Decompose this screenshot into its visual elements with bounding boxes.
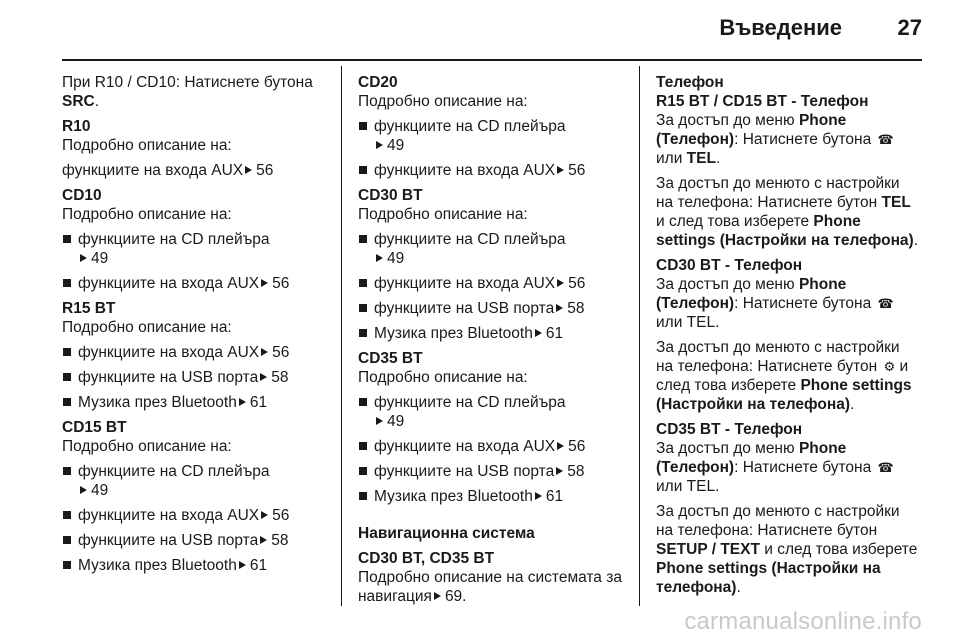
list-item: Музика през Bluetooth 61 (62, 393, 337, 412)
section-desc: Подробно описание на: (62, 206, 232, 223)
section-subtitle: CD30 BT, CD35 BT (358, 550, 495, 567)
list-item: функциите на CD плейъра 49 (358, 393, 633, 431)
bullet-icon (63, 398, 71, 406)
header-divider (62, 59, 922, 61)
section-cd30bt (358, 186, 633, 343)
section-cd10 (62, 186, 337, 293)
paragraph: За достъп до менюто с настройки на телефона: Натиснете бутон SETUP / TEXT и след това изберете Phone settings (Настройки на телефона). (656, 503, 918, 596)
intro-paragraph: При R10 / CD10: Натиснете бутона SRC. (62, 74, 313, 110)
page-ref-icon (556, 467, 563, 475)
paragraph: За достъп до менюто с настройки на телефона: Натиснете бутон ⚙ и след това изберете Phone settings (Настройки на телефона). (656, 339, 912, 413)
list-item: функциите на входа AUX 56 (358, 274, 633, 293)
page-ref-link[interactable]: 56 (568, 275, 586, 292)
section-line: функциите на входа AUX 56 (62, 162, 274, 179)
section-phone-cd35 (656, 420, 921, 597)
page-ref-icon (376, 254, 383, 262)
watermark: carmanualsonline.info (684, 608, 922, 635)
page-ref-link[interactable]: 56 (272, 344, 290, 361)
page-ref-link[interactable]: 61 (249, 394, 268, 411)
page-ref-icon (80, 254, 87, 262)
feature-list (358, 230, 633, 343)
section-title: Телефон (656, 74, 724, 91)
page-title: Въведение (719, 15, 842, 40)
subsection-title: CD35 BT - Телефон (656, 421, 803, 438)
section-r10 (62, 117, 337, 180)
list-item: функциите на входа AUX 56 (62, 274, 337, 293)
page-ref-link[interactable]: 61 (545, 488, 564, 505)
paragraph: За достъп до меню Phone (Телефон): Натиснете бутона ☎ или TEL. (656, 440, 894, 495)
section-desc: Подробно описание на системата за навигация 69. (358, 569, 622, 605)
section-navigation (358, 524, 633, 606)
page-ref-link[interactable]: 58 (271, 369, 289, 386)
page-header (62, 0, 922, 62)
bullet-icon (359, 122, 367, 130)
page-ref-link[interactable]: 58 (271, 532, 289, 549)
page-ref-icon (376, 417, 383, 425)
page-number: 27 (897, 15, 922, 40)
section-cd35bt (358, 349, 633, 506)
page-ref-link[interactable]: 56 (272, 507, 290, 524)
list-item: Музика през Bluetooth 61 (358, 487, 633, 506)
list-item: функциите на входа AUX 56 (62, 343, 337, 362)
section-title: Навигационна система (358, 525, 535, 542)
page-ref-icon (557, 166, 564, 174)
page-ref-icon (245, 166, 252, 174)
phone-button-icon: ☎ (877, 296, 894, 311)
page-ref-link[interactable]: 56 (568, 438, 586, 455)
paragraph: За достъп до меню Phone (Телефон): Натиснете бутона ☎ или TEL. (656, 276, 894, 331)
section-desc: Подробно описание на: (62, 137, 232, 154)
bullet-icon (359, 467, 367, 475)
page-ref-link[interactable]: 69. (444, 588, 467, 605)
bullet-icon (63, 511, 71, 519)
section-title: R15 BT (62, 300, 116, 317)
page-ref-icon (261, 511, 268, 519)
list-item: функциите на USB порта 58 (62, 531, 337, 550)
section-desc: Подробно описание на: (358, 206, 528, 223)
page-ref-icon (557, 442, 564, 450)
list-item: функциите на CD плейъра 49 (358, 230, 633, 268)
page-ref-link[interactable]: 58 (567, 463, 585, 480)
list-item: функциите на CD плейъра 49 (358, 117, 633, 155)
page-ref-icon (556, 304, 563, 312)
section-desc: Подробно описание на: (62, 319, 232, 336)
page-ref-icon (260, 373, 267, 381)
page-ref-link[interactable]: 56 (256, 162, 274, 179)
section-desc: Подробно описание на: (358, 369, 528, 386)
column-1 (62, 73, 337, 581)
section-cd15bt (62, 418, 337, 575)
column-divider-1 (341, 66, 342, 606)
bullet-icon (359, 235, 367, 243)
bullet-icon (359, 492, 367, 500)
bullet-icon (359, 279, 367, 287)
page-ref-link[interactable]: 61 (249, 557, 268, 574)
feature-list (62, 462, 337, 575)
page-ref-icon (239, 398, 246, 406)
section-phone-cd30 (656, 256, 921, 414)
column-3 (656, 73, 921, 603)
feature-list (62, 343, 337, 412)
page-ref-icon (535, 329, 542, 337)
section-title: R10 (62, 118, 91, 135)
page-ref-link[interactable]: 49 (91, 482, 109, 499)
list-item: функциите на CD плейъра 49 (62, 462, 337, 500)
page-ref-link[interactable]: 56 (568, 162, 586, 179)
section-desc: Подробно описание на: (358, 93, 528, 110)
page-ref-link[interactable]: 58 (567, 300, 585, 317)
list-item: функциите на USB порта 58 (62, 368, 337, 387)
feature-list (358, 393, 633, 506)
paragraph: За достъп до менюто с настройки на телефона: Натиснете бутон TEL и след това изберете Phone settings (Настройки на телефона). (656, 175, 919, 249)
bullet-icon (359, 398, 367, 406)
bullet-icon (359, 166, 367, 174)
bullet-icon (63, 561, 71, 569)
section-title: CD30 BT (358, 187, 423, 204)
page-ref-link[interactable]: 61 (545, 325, 564, 342)
bullet-icon (63, 536, 71, 544)
settings-button-icon: ⚙ (883, 359, 896, 374)
section-title: CD20 (358, 74, 398, 91)
feature-list (62, 230, 337, 293)
page-ref-icon (261, 348, 268, 356)
list-item: функциите на CD плейъра 49 (62, 230, 337, 268)
page-ref-link[interactable]: 49 (387, 137, 405, 154)
section-r15bt (62, 299, 337, 412)
page-ref-icon (557, 279, 564, 287)
page-ref-icon (535, 492, 542, 500)
page-ref-icon (239, 561, 246, 569)
list-item: функциите на входа AUX 56 (62, 506, 337, 525)
column-divider-2 (639, 66, 640, 606)
bullet-icon (359, 304, 367, 312)
list-item: Музика през Bluetooth 61 (358, 324, 633, 343)
bullet-icon (63, 235, 71, 243)
page-ref-link[interactable]: 49 (387, 250, 405, 267)
page-ref-link[interactable]: 49 (387, 413, 405, 430)
bullet-icon (359, 329, 367, 337)
page-ref-icon (434, 592, 441, 600)
page-ref-link[interactable]: 49 (91, 250, 109, 267)
bullet-icon (63, 348, 71, 356)
section-cd20 (358, 73, 633, 180)
bullet-icon (63, 373, 71, 381)
page-ref-link[interactable]: 56 (272, 275, 290, 292)
section-title: CD10 (62, 187, 102, 204)
page-ref-icon (80, 486, 87, 494)
bullet-icon (63, 279, 71, 287)
list-item: функциите на USB порта 58 (358, 462, 633, 481)
bullet-icon (359, 442, 367, 450)
phone-button-icon: ☎ (877, 460, 894, 475)
paragraph: За достъп до меню Phone (Телефон): Натиснете бутона ☎ или TEL. (656, 112, 894, 167)
section-title: CD35 BT (358, 350, 423, 367)
section-title: CD15 BT (62, 419, 127, 436)
list-item: функциите на входа AUX 56 (358, 161, 633, 180)
page-ref-icon (261, 279, 268, 287)
column-2 (358, 73, 633, 612)
list-item: Музика през Bluetooth 61 (62, 556, 337, 575)
phone-button-icon: ☎ (877, 132, 894, 147)
page-ref-icon (376, 141, 383, 149)
feature-list (358, 117, 633, 180)
subsection-title: CD30 BT - Телефон (656, 257, 803, 274)
page-ref-icon (260, 536, 267, 544)
bullet-icon (63, 467, 71, 475)
section-phone-r15-cd15 (656, 92, 921, 250)
list-item: функциите на входа AUX 56 (358, 437, 633, 456)
section-desc: Подробно описание на: (62, 438, 232, 455)
list-item: функциите на USB порта 58 (358, 299, 633, 318)
subsection-title: R15 BT / CD15 BT - Телефон (656, 93, 869, 110)
